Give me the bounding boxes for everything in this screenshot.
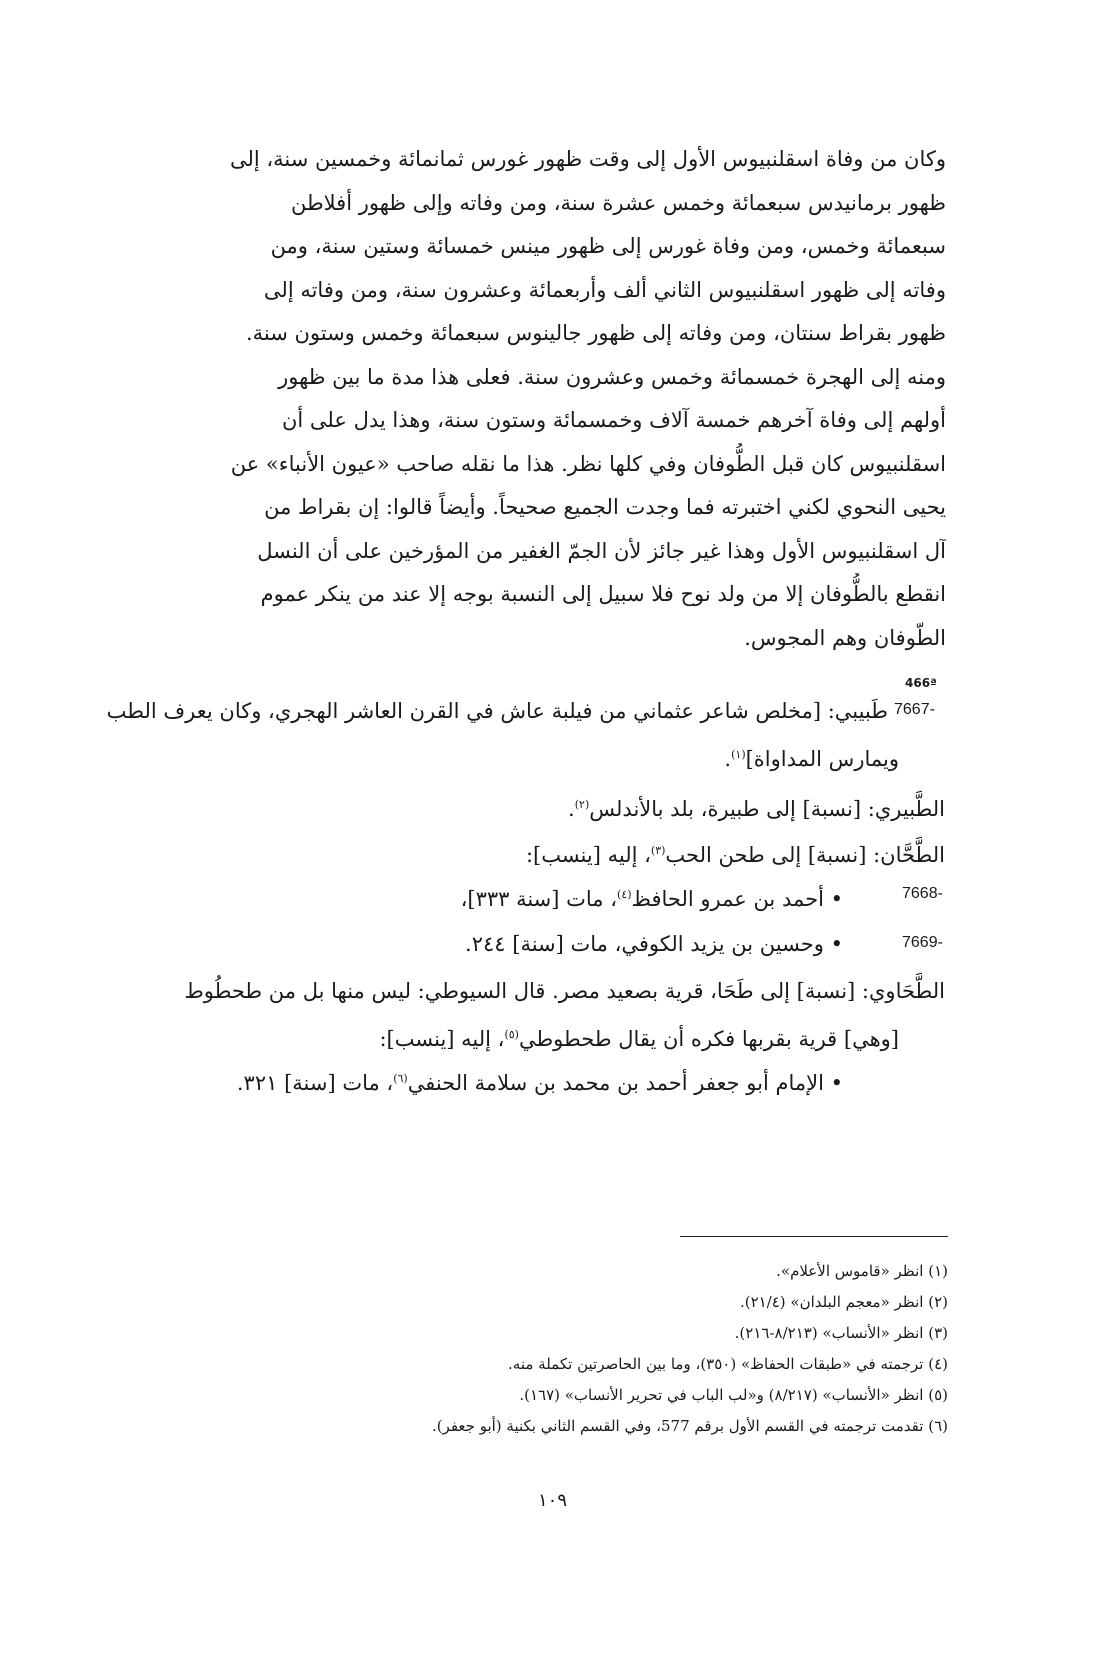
footnote-ref[interactable]: (٤)	[617, 888, 632, 901]
entry-text: الطَّحَّان: [نسبة] إلى طحن الحب	[665, 843, 945, 867]
manuscript-folio-marker: 466ª	[905, 676, 937, 690]
footnote: (٤) ترجمته في «طبقات الحفاظ» (٣٥٠)، وما بين الحاصرتين تكملة منه.	[508, 1355, 948, 1373]
footnote: (٣) انظر «الأنساب» (٨/٢١٣-٢١٦).	[734, 1324, 948, 1342]
entry-7668	[461, 873, 843, 921]
body-line: الطّوفان وهم المجوس.	[744, 625, 946, 650]
entry-text: ، مات [سنة ٣٣٣]،	[460, 887, 618, 911]
entry-tabiri	[568, 783, 945, 831]
entry-text: • الإمام أبو جعفر أحمد بن محمد بن سلامة الحنفي	[407, 1071, 843, 1095]
body-paragraph	[118, 138, 946, 660]
entry-tahawi-line1	[117, 969, 945, 1013]
entry-7667-line1	[108, 689, 888, 733]
entry-text: ، مات [سنة] ٣٢١.	[236, 1071, 394, 1095]
entry-text: الطَّحَاوي: [نسبة] إلى طَحَا، قرية بصعيد مصر. قال السيوطي: ليس منها بل من طحطُوط	[184, 979, 945, 1003]
footnote-separator	[680, 1236, 948, 1237]
entry-text: .	[568, 797, 575, 821]
footnote-ref[interactable]: (١)	[731, 748, 746, 761]
body-line: ظهور بقراط سنتان، ومن وفاته إلى ظهور جالينوس سبعمائة وخمس وستون سنة.	[245, 321, 946, 345]
entry-tahhan	[526, 829, 945, 877]
entry-text: ، إليه [ينسب]:	[379, 1027, 505, 1051]
entry-text: • أحمد بن عمرو الحافظ	[631, 887, 843, 911]
entry-text: .	[724, 747, 732, 771]
footnote-ref[interactable]: (٦)	[393, 1072, 408, 1085]
body-line: وكان من وفاة اسقلنبيوس الأول إلى وقت ظهور غورس ثمانمائة وخمسين سنة، إلى	[229, 147, 946, 171]
body-line: وفاته إلى ظهور اسقلنبيوس الثاني ألف وأربعمائة وعشرون سنة، ومن وفاته إلى	[263, 277, 946, 302]
entry-7667-line2	[724, 733, 899, 781]
entry-text: [وهي] قرية بقربها فكره أن يقال طحطوطي	[518, 1027, 899, 1051]
entry-number: 7669-	[902, 934, 943, 951]
body-line: انقطع بالطُّوفان إلا من ولد نوح فلا سبيل إلى النسبة بوجه إلا عند من ينكر عموم	[260, 582, 946, 606]
body-line: أولهم إلى وفاة آخرهم خمسة آلاف وخمسمائة وستون سنة، وهذا يدل على أن	[282, 408, 946, 432]
page-number: ١٠٩	[537, 1490, 567, 1511]
body-line: ظهور برمانيدس سبعمائة وخمس عشرة سنة، ومن وفاته وإلى ظهور أفلاطن	[290, 190, 946, 215]
body-line: سبعمائة وخمس، ومن وفاة غورس إلى ظهور مينس خمسائة وستين سنة، ومن	[270, 234, 946, 258]
entry-tahawi-line2	[379, 1013, 899, 1061]
entry-text: ويمارس المداواة]	[745, 747, 899, 771]
body-line: ومنه إلى الهجرة خمسمائة وخمس وعشرون سنة. فعلى هذا مدة ما بين ظهور	[278, 364, 946, 389]
entry-text: • وحسين بن يزيد الكوفي، مات [سنة] ٢٤٤.	[465, 932, 843, 956]
body-line: آل اسقلنبيوس الأول وهذا غير جائز لأن الجمّ الغفير من المؤرخين على أن النسل	[257, 538, 946, 563]
entry-text: طَبيبي: [مخلص شاعر عثماني من فيلبة عاش في القرن العاشر الهجري، وكان يعرف الطب	[106, 699, 888, 723]
body-line: يحيى النحوي لكني اختبرته فما وجدت الجميع صحيحاً. وأيضاً قالوا: إن بقراط من	[264, 495, 946, 519]
footnote-ref[interactable]: (٢)	[574, 798, 590, 811]
body-line: اسقلنبيوس كان قبل الطُّوفان وفي كلها نظر. هذا ما نقله صاحب «عيون الأنباء» عن	[230, 451, 946, 476]
footnote: (٥) انظر «الأنساب» (٨/٢١٧) و«لب الباب في تحرير الأنساب» (١٦٧).	[519, 1386, 948, 1404]
entry-number: 7668-	[902, 885, 943, 902]
footnote: (٢) انظر «معجم البلدان» (٢١/٤).	[739, 1293, 948, 1311]
entry-text: ، إليه [ينسب]:	[525, 843, 651, 867]
footnote-ref[interactable]: (٥)	[504, 1028, 519, 1041]
entry-number: 7667-	[894, 701, 935, 718]
footnote: (٦) تقدمت ترجمته في القسم الأول برقم 577، وفي القسم الثاني بكنية (أبو جعفر).	[431, 1417, 948, 1435]
entry-text: الطَّبيري: [نسبة] إلى طبيرة، بلد بالأندلس	[589, 797, 945, 821]
footnote: (١) انظر «قاموس الأعلام».	[776, 1262, 948, 1280]
entry-tahawi-line3	[237, 1057, 843, 1105]
footnote-ref[interactable]: (٣)	[650, 844, 666, 857]
entry-7669	[465, 922, 843, 966]
